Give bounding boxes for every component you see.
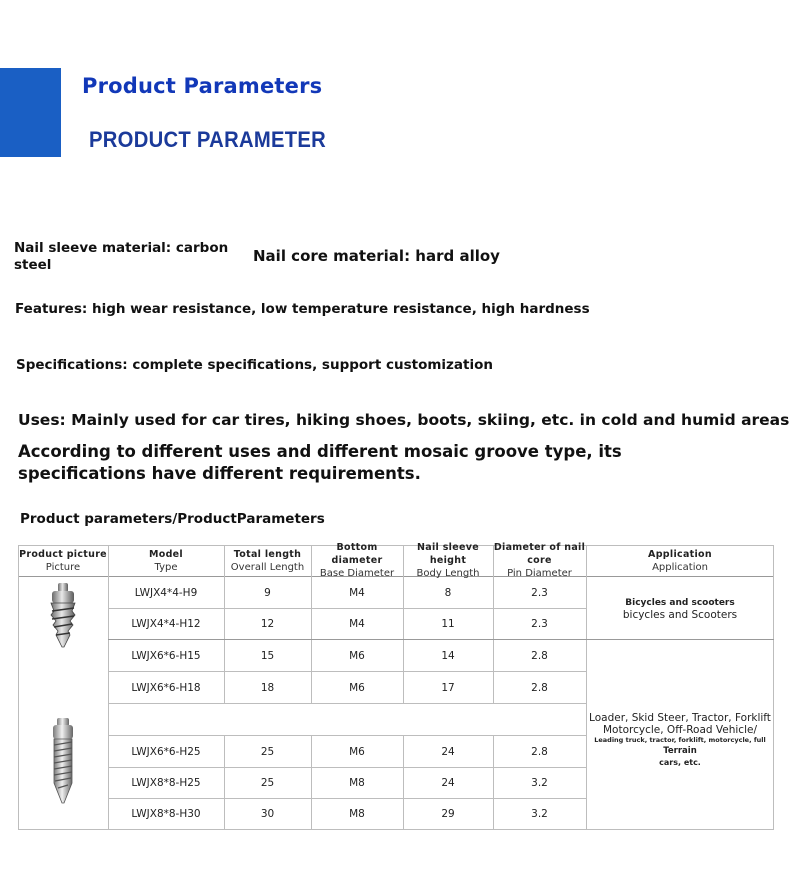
cell-model: LWJX8*8-H25	[131, 777, 201, 789]
cell-model: LWJX6*6-H15	[131, 649, 201, 662]
cell-model: LWJX6*6-H25	[131, 745, 201, 758]
header-length	[224, 545, 311, 576]
header-sublabel: Type	[154, 561, 178, 573]
application-sublabel: bicycles and Scooters	[622, 609, 738, 621]
parameters-table	[18, 542, 774, 830]
header-sublabel: Pin Diameter	[507, 568, 572, 579]
cell-base: M6	[349, 745, 365, 758]
application-bicycles	[586, 585, 774, 633]
cell-model: LWJX8*8-H30	[131, 808, 201, 820]
page-title: Product Parameters	[82, 74, 323, 98]
application-vehicles	[586, 705, 774, 775]
cell-length: 12	[260, 618, 275, 630]
header-pin	[493, 542, 586, 579]
header-sublabel: Picture	[45, 561, 81, 573]
cell-model: LWJX6*6-H18	[131, 681, 201, 694]
cell-pin: 2.3	[531, 586, 548, 599]
cell-base: M8	[349, 808, 365, 820]
table-border-left	[18, 545, 19, 830]
cell-length: 9	[264, 586, 271, 599]
application-sublabel: cars, etc.	[659, 757, 701, 767]
cell-length: 18	[260, 681, 275, 694]
cell-body: 14	[441, 649, 455, 662]
cell-body: 24	[441, 777, 455, 789]
cell-model: LWJX4*4-H9	[134, 586, 198, 599]
application-label: Loader, Skid Steer, Tractor, Forklift	[589, 711, 771, 724]
cell-base: M4	[349, 586, 365, 599]
stud-short-icon	[42, 581, 84, 657]
table-title: Product parameters/ProductParameters	[20, 511, 325, 527]
cell-body: 17	[441, 681, 455, 694]
features-text: Features: high wear resistance, low temperature resistance, high hardness	[15, 301, 590, 317]
cell-pin: 2.8	[531, 745, 548, 758]
header-sublabel: Base Diameter	[319, 568, 395, 579]
header-label: Application	[648, 548, 712, 560]
application-label: Bicycles and scooters	[625, 598, 735, 608]
table-border-bottom	[18, 829, 774, 830]
cell-length: 25	[260, 745, 275, 758]
according-text: According to different uses and different mosaic groove type, its specifications have different requirements.	[18, 442, 622, 483]
header-base	[311, 542, 403, 579]
header-label: Bottom diameter	[331, 542, 383, 566]
cell-body: 29	[441, 808, 455, 820]
cell-body: 8	[444, 586, 452, 599]
cell-pin: 3.2	[531, 777, 548, 789]
cell-base: M6	[349, 649, 365, 662]
cell-body: 11	[441, 618, 455, 630]
accent-block	[0, 68, 61, 157]
header-model	[108, 545, 224, 576]
cell-length: 15	[260, 649, 275, 662]
row-line	[108, 703, 586, 704]
header-body	[403, 542, 493, 579]
application-sublabel: Leading truck, tractor, forklift, motorcycle, full	[594, 735, 766, 744]
header-label: Nail sleeve height	[417, 542, 479, 566]
cell-body: 24	[441, 745, 455, 758]
uses-text: Uses: Mainly used for car tires, hiking shoes, boots, skiing, etc. in cold and humid areas	[18, 411, 790, 429]
cell-model: LWJX4*4-H12	[131, 618, 201, 630]
cell-length: 30	[260, 808, 275, 820]
cell-base: M8	[349, 777, 365, 789]
nail-sleeve-material: Nail sleeve material: carbon steel	[14, 240, 229, 273]
application-label: Motorcycle, Off-Road Vehicle/	[603, 723, 757, 736]
cell-pin: 2.8	[531, 681, 548, 694]
cell-length: 25	[260, 777, 275, 789]
application-sublabel: Terrain	[663, 745, 697, 756]
cell-pin: 2.3	[531, 618, 548, 630]
header-label: Model	[149, 548, 183, 560]
header-label: Diameter of nail core	[493, 542, 586, 566]
nail-core-material: Nail core material: hard alloy	[253, 247, 500, 265]
header-application	[586, 545, 774, 576]
header-label: Product picture	[19, 548, 107, 560]
header-picture	[18, 545, 108, 576]
cell-base: M4	[349, 618, 365, 630]
cell-base: M6	[349, 681, 365, 694]
cell-pin: 3.2	[531, 808, 548, 820]
specifications-text: Specifications: complete specifications, support customization	[16, 357, 493, 373]
header-label: Total length	[233, 548, 302, 560]
page-subtitle: PRODUCT PARAMETER	[89, 127, 327, 152]
header-sublabel: Body Length	[416, 568, 480, 579]
cell-pin: 2.8	[531, 649, 548, 662]
stud-long-icon	[46, 717, 80, 807]
header-sublabel: Overall Length	[230, 561, 305, 573]
header-sublabel: Application	[652, 561, 708, 573]
